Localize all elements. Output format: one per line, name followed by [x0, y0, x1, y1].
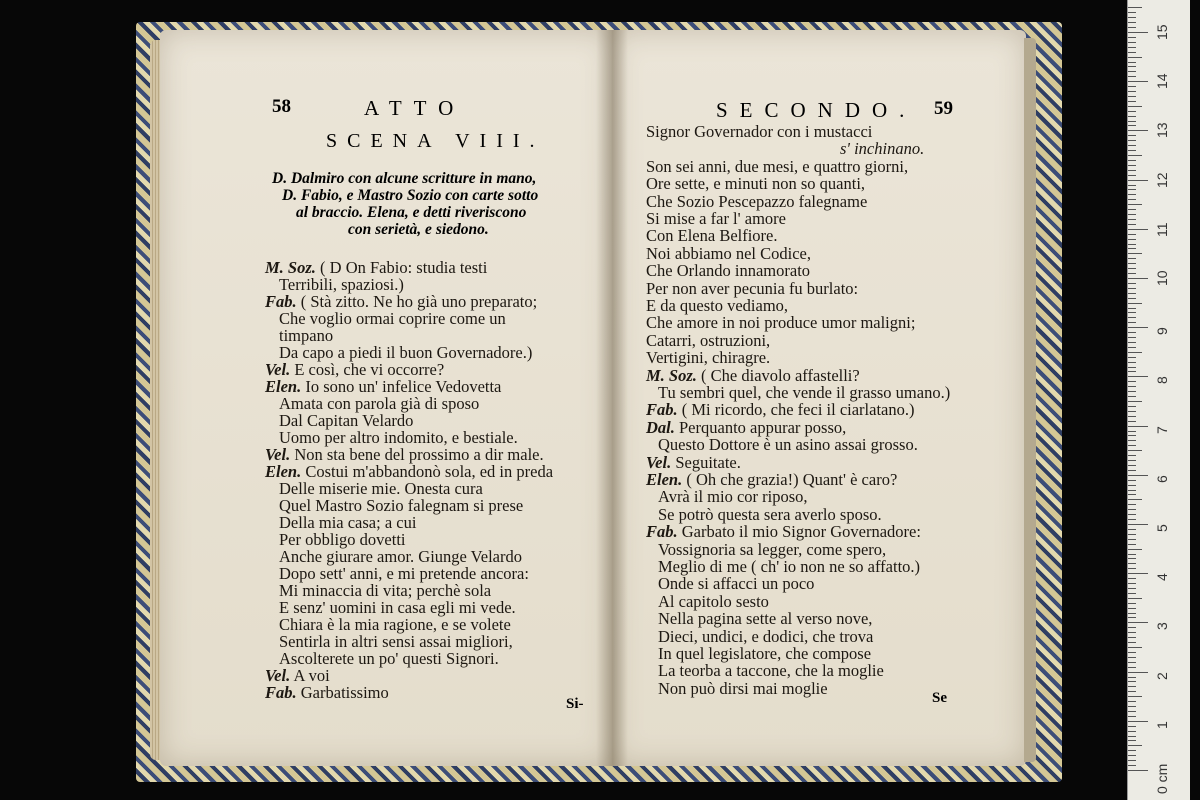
- ruler-tick: [1128, 27, 1136, 28]
- ruler-tick: [1128, 480, 1136, 481]
- line-text: Avrà il mio cor riposo,: [658, 487, 808, 507]
- line-text: ( D On Fabio: studia testi: [320, 258, 488, 277]
- line-text: Amata con parola già di sposo: [279, 394, 480, 413]
- ruler-tick: [1128, 696, 1142, 697]
- dialogue-line: [658, 679, 828, 699]
- ruler-tick: [1128, 175, 1136, 176]
- ruler-tick: [1128, 485, 1136, 486]
- ruler-number: 2: [1154, 671, 1170, 680]
- ruler-tick: [1128, 303, 1142, 304]
- line-text: Dopo sett' anni, e mi pretende ancora:: [279, 564, 529, 583]
- speaker-label: Vel.: [265, 445, 291, 464]
- line-text: Signor Governador con i mustacci: [646, 122, 873, 141]
- ruler-tick: [1128, 760, 1136, 761]
- ruler-tick: [1128, 632, 1136, 633]
- ruler-tick: [1128, 426, 1148, 427]
- ruler-tick: [1128, 578, 1136, 579]
- ruler-tick: [1128, 731, 1136, 732]
- ruler-tick: [1128, 145, 1136, 146]
- ruler-tick: [1128, 593, 1136, 594]
- stage-direction-line: al braccio. Elena, e detti riveriscono: [296, 204, 527, 221]
- ruler-tick: [1128, 204, 1142, 205]
- ruler-tick: [1128, 416, 1136, 417]
- ruler-tick: [1128, 155, 1142, 156]
- line-text: timpano: [279, 326, 334, 345]
- ruler-tick: [1128, 539, 1136, 540]
- line-text: Quel Mastro Sozio falegnam si prese: [279, 496, 524, 515]
- measurement-ruler: [1127, 0, 1190, 800]
- line-text: Per non aver pecunia fu burlato:: [646, 278, 859, 298]
- ruler-tick: [1128, 721, 1148, 722]
- speaker-label: Vel.: [265, 360, 291, 379]
- ruler-tick: [1128, 686, 1136, 687]
- line-text: Mi minaccia di vita; perchè sola: [279, 581, 492, 600]
- line-text: Non sta bene del prossimo a dir male.: [294, 445, 544, 464]
- ruler-tick: [1128, 411, 1136, 412]
- line-text: Per obbligo dovetti: [279, 530, 406, 549]
- speaker-label: Fab.: [265, 292, 297, 311]
- ruler-tick: [1128, 617, 1136, 618]
- left-running-header: ATTO: [364, 96, 466, 120]
- ruler-tick: [1128, 755, 1136, 756]
- ruler-tick: [1128, 765, 1136, 766]
- ruler-tick: [1128, 475, 1148, 476]
- ruler-tick: [1128, 677, 1136, 678]
- ruler-tick: [1128, 647, 1142, 648]
- ruler-tick: [1128, 573, 1148, 574]
- ruler-tick: [1128, 770, 1148, 771]
- ruler-tick: [1128, 130, 1148, 131]
- ruler-tick: [1128, 268, 1136, 269]
- ruler-tick: [1128, 637, 1136, 638]
- ruler-tick: [1128, 381, 1136, 382]
- ruler-tick: [1128, 568, 1136, 569]
- ruler-tick: [1128, 750, 1136, 751]
- line-text: Che Orlando innamorato: [646, 261, 811, 281]
- line-text: Seguitate.: [675, 452, 741, 472]
- line-text: Da capo a piedi il buon Governadore.): [279, 343, 533, 362]
- ruler-tick: [1128, 391, 1136, 392]
- ruler-tick: [1128, 71, 1136, 72]
- ruler-tick: [1128, 22, 1136, 23]
- line-text: Meglio di me ( ch' io non ne so affatto.): [658, 557, 921, 576]
- dialogue-line: [265, 683, 389, 703]
- line-text: Son sei anni, due mesi, e quattro giorni,: [646, 156, 909, 176]
- ruler-tick: [1128, 81, 1148, 82]
- line-text: Delle miserie mie. Onesta cura: [279, 479, 483, 498]
- ruler-tick: [1128, 706, 1136, 707]
- ruler-tick: [1128, 327, 1148, 328]
- ruler-number: 15: [1154, 24, 1170, 40]
- right-running-header: SECONDO.: [716, 98, 917, 122]
- ruler-tick: [1128, 248, 1136, 249]
- line-text: Tu sembri quel, che vende il grasso umano.): [658, 383, 951, 402]
- line-text: Anche giurare amor. Giunge Velardo: [279, 547, 522, 566]
- line-text: Vertigini, chiragre.: [646, 348, 771, 368]
- line-text: La teorba a taccone, che la moglie: [658, 661, 884, 681]
- right-page-number: 59: [934, 98, 953, 119]
- ruler-tick: [1128, 62, 1136, 63]
- ruler-tick: [1128, 431, 1136, 432]
- ruler-tick: [1128, 490, 1136, 491]
- ruler-tick: [1128, 185, 1136, 186]
- ruler-tick: [1128, 529, 1136, 530]
- ruler-number: 5: [1154, 524, 1170, 532]
- ruler-tick: [1128, 342, 1136, 343]
- ruler-tick: [1128, 160, 1136, 161]
- line-text: In quel legislatore, che compose: [658, 644, 872, 663]
- ruler-tick: [1128, 219, 1136, 220]
- ruler-tick: [1128, 332, 1136, 333]
- line-text: A voi: [293, 666, 330, 685]
- ruler-number: 13: [1154, 122, 1170, 139]
- ruler-tick: [1128, 135, 1136, 136]
- ruler-tick: [1128, 125, 1136, 126]
- ruler-tick: [1128, 470, 1136, 471]
- ruler-number: 9: [1154, 327, 1170, 336]
- ruler-tick: [1128, 52, 1136, 53]
- line-text: Ascolterete un po' questi Signori.: [279, 649, 499, 668]
- line-text: Costui m'abbandonò sola, ed in preda: [305, 462, 554, 481]
- speaker-label: Fab.: [646, 400, 678, 420]
- line-text: Al capitolo sesto: [658, 591, 769, 611]
- ruler-number: 12: [1154, 172, 1170, 188]
- ruler-tick: [1128, 337, 1136, 338]
- ruler-tick: [1128, 239, 1136, 240]
- ruler-tick: [1128, 234, 1136, 235]
- line-text: Se potrò questa sera averlo sposo.: [658, 504, 882, 524]
- ruler-tick: [1128, 445, 1136, 446]
- ruler-tick: [1128, 308, 1136, 309]
- speaker-label: Fab.: [265, 683, 297, 702]
- ruler-number: 10: [1154, 270, 1170, 286]
- ruler-tick: [1128, 189, 1136, 190]
- ruler-number: 4: [1154, 573, 1170, 582]
- ruler-tick: [1128, 367, 1136, 368]
- ruler-tick: [1128, 465, 1136, 466]
- ruler-tick: [1128, 613, 1136, 614]
- ruler-tick: [1128, 263, 1136, 264]
- ruler-tick: [1128, 608, 1136, 609]
- line-text: Vossignoria sa legger, come spero,: [658, 539, 887, 559]
- ruler-tick: [1128, 494, 1136, 495]
- stage-direction-line: D. Fabio, e Mastro Sozio con carte sotto: [282, 187, 539, 204]
- speaker-label: M. Soz.: [646, 365, 697, 385]
- ruler-tick: [1128, 672, 1148, 673]
- line-text: Onde si affacci un poco: [658, 574, 815, 594]
- ruler-tick: [1128, 504, 1136, 505]
- ruler-tick: [1128, 716, 1136, 717]
- line-text: Garbato il mio Signor Governadore:: [681, 522, 921, 542]
- line-text: Catarri, ostruzioni,: [646, 330, 771, 350]
- speaker-label: Elen.: [265, 377, 302, 396]
- speaker-label: Fab.: [646, 522, 678, 542]
- ruler-tick: [1128, 312, 1136, 313]
- ruler-tick: [1128, 224, 1136, 225]
- ruler-tick: [1128, 288, 1136, 289]
- ruler-tick: [1128, 421, 1136, 422]
- speaker-label: Vel.: [646, 452, 672, 472]
- speaker-label: Elen.: [646, 470, 683, 489]
- line-text: Ore sette, e minuti non so quanti,: [646, 174, 866, 194]
- ruler-number: 8: [1154, 376, 1170, 385]
- ruler-tick: [1128, 740, 1136, 741]
- ruler-tick: [1128, 258, 1136, 259]
- ruler-tick: [1128, 357, 1136, 358]
- line-text: Che Sozio Pescepazzo falegname: [646, 191, 868, 211]
- ruler-tick: [1128, 47, 1136, 48]
- ruler-tick: [1128, 229, 1148, 230]
- right-page: [612, 30, 1026, 766]
- ruler-tick: [1128, 96, 1136, 97]
- ruler-tick: [1128, 293, 1136, 294]
- line-text: Perquanto appurar posso,: [679, 417, 847, 437]
- line-text: ( Che diavolo affastelli?: [701, 365, 860, 385]
- ruler-tick: [1128, 273, 1136, 274]
- ruler-tick: [1128, 460, 1136, 461]
- line-text: Dal Capitan Velardo: [279, 411, 414, 430]
- ruler-tick: [1128, 440, 1136, 441]
- ruler-tick: [1128, 435, 1136, 436]
- ruler-tick: [1128, 12, 1136, 13]
- speaker-label: Elen.: [265, 462, 302, 481]
- ruler-tick: [1128, 116, 1136, 117]
- ruler-tick: [1128, 667, 1136, 668]
- ruler-tick: [1128, 91, 1136, 92]
- line-text: E da questo vediamo,: [646, 296, 789, 315]
- ruler-tick: [1128, 111, 1136, 112]
- line-text: Con Elena Belfiore.: [646, 226, 778, 246]
- line-text: Dieci, undici, e dodici, che trova: [658, 626, 874, 646]
- ruler-number: 3: [1154, 622, 1170, 631]
- ruler-tick: [1128, 86, 1136, 87]
- line-text: Uomo per altro indomito, e bestiale.: [279, 428, 518, 447]
- ruler-tick: [1128, 662, 1136, 663]
- ruler-tick: [1128, 622, 1148, 623]
- ruler-tick: [1128, 450, 1142, 451]
- ruler-tick: [1128, 37, 1136, 38]
- line-text: ( Stà zitto. Ne ho già uno preparato;: [300, 292, 538, 311]
- line-text: s' inchinano.: [840, 139, 925, 159]
- ruler-tick: [1128, 549, 1142, 550]
- ruler-tick: [1128, 499, 1142, 500]
- line-text: Noi abbiamo nel Codice,: [646, 243, 811, 263]
- left-page-number: 58: [272, 96, 291, 117]
- ruler-tick: [1128, 509, 1136, 510]
- ruler-tick: [1128, 66, 1136, 67]
- line-text: Che voglio ormai coprire come un: [279, 309, 506, 328]
- line-text: ( Mi ricordo, che feci il ciarlatano.): [681, 400, 915, 420]
- ruler-tick: [1128, 588, 1136, 589]
- ruler-tick: [1128, 140, 1136, 141]
- stage-direction-line: D. Dalmiro con alcune scritture in mano,: [272, 170, 537, 187]
- ruler-number: 7: [1154, 425, 1170, 434]
- ruler-tick: [1128, 214, 1136, 215]
- ruler-number: 11: [1154, 222, 1170, 237]
- ruler-tick: [1128, 253, 1142, 254]
- ruler-tick: [1128, 180, 1148, 181]
- ruler-tick: [1128, 563, 1136, 564]
- speaker-label: Vel.: [265, 666, 291, 685]
- ruler-tick: [1128, 244, 1136, 245]
- ruler-number: 1: [1154, 721, 1170, 729]
- line-text: Sentirla in altri sensi assai migliori,: [279, 632, 513, 651]
- ruler-tick: [1128, 17, 1136, 18]
- line-text: Nella pagina sette al verso nove,: [658, 609, 873, 629]
- ruler-tick: [1128, 736, 1136, 737]
- line-text: Terribili, spaziosi.): [279, 275, 404, 294]
- ruler-tick: [1128, 554, 1136, 555]
- ruler-tick: [1128, 598, 1142, 599]
- ruler-tick: [1128, 519, 1136, 520]
- speaker-label: Dal.: [646, 417, 675, 437]
- line-text: ( Oh che grazia!) Quant' è caro?: [686, 470, 898, 489]
- ruler-tick: [1128, 642, 1136, 643]
- dialogue-line: [646, 122, 872, 142]
- line-text: Che amore in noi produce umor maligni;: [646, 313, 916, 333]
- ruler-tick: [1128, 194, 1136, 195]
- ruler-tick: [1128, 558, 1136, 559]
- ruler-tick: [1128, 681, 1136, 682]
- ruler-tick: [1128, 32, 1148, 33]
- ruler-tick: [1128, 657, 1136, 658]
- ruler-tick: [1128, 603, 1136, 604]
- ruler-tick: [1128, 726, 1136, 727]
- ruler-tick: [1128, 283, 1136, 284]
- ruler-tick: [1128, 371, 1136, 372]
- ruler-tick: [1128, 150, 1136, 151]
- ruler-tick: [1128, 76, 1136, 77]
- ruler-tick: [1128, 199, 1136, 200]
- ruler-unit-label: 0 cm: [1154, 763, 1170, 794]
- ruler-tick: [1128, 627, 1136, 628]
- ruler-tick: [1128, 583, 1136, 584]
- line-text: Della mia casa; a cui: [279, 513, 417, 532]
- ruler-tick: [1128, 42, 1136, 43]
- ruler-tick: [1128, 455, 1136, 456]
- scene-title: SCENA VIII.: [326, 130, 545, 152]
- ruler-tick: [1128, 57, 1142, 58]
- ruler-tick: [1128, 347, 1136, 348]
- ruler-tick: [1128, 101, 1136, 102]
- line-text: Questo Dottore è un asino assai grosso.: [658, 435, 918, 455]
- ruler-tick: [1128, 7, 1142, 8]
- ruler-tick: [1128, 514, 1136, 515]
- ruler-tick: [1128, 406, 1136, 407]
- ruler-tick: [1128, 209, 1136, 210]
- ruler-tick: [1128, 317, 1136, 318]
- right-catchword: Se: [932, 690, 947, 706]
- ruler-tick: [1128, 652, 1136, 653]
- ruler-tick: [1128, 701, 1136, 702]
- ruler-tick: [1128, 298, 1136, 299]
- right-page-edge: [1024, 38, 1036, 762]
- ruler-tick: [1128, 711, 1136, 712]
- speaker-label: M. Soz.: [265, 258, 316, 277]
- ruler-tick: [1128, 524, 1148, 525]
- ruler-tick: [1128, 534, 1136, 535]
- ruler-tick: [1128, 170, 1136, 171]
- ruler-number: 14: [1154, 73, 1170, 90]
- ruler-tick: [1128, 396, 1136, 397]
- ruler-tick: [1128, 401, 1142, 402]
- line-text: E così, che vi occorre?: [294, 360, 445, 379]
- line-text: Io sono un' infelice Vedovetta: [305, 377, 502, 396]
- line-text: Chiara è la mia ragione, e se volete: [279, 615, 511, 634]
- line-text: Garbatissimo: [300, 683, 389, 702]
- line-text: Non può dirsi mai moglie: [658, 678, 828, 698]
- ruler-tick: [1128, 362, 1136, 363]
- ruler-tick: [1128, 376, 1148, 377]
- ruler-tick: [1128, 745, 1142, 746]
- ruler-tick: [1128, 352, 1142, 353]
- ruler-tick: [1128, 691, 1136, 692]
- line-text: Si mise a far l' amore: [646, 209, 786, 228]
- book-gutter: [596, 30, 628, 766]
- ruler-number: 6: [1154, 475, 1170, 483]
- left-catchword: Si-: [566, 696, 584, 712]
- ruler-tick: [1128, 165, 1136, 166]
- ruler-tick: [1128, 106, 1142, 107]
- ruler-tick: [1128, 386, 1136, 387]
- ruler-tick: [1128, 278, 1148, 279]
- ruler-tick: [1128, 544, 1136, 545]
- ruler-tick: [1128, 121, 1136, 122]
- stage-direction-line: con serietà, e siedono.: [348, 221, 489, 238]
- line-text: E senz' uomini in casa egli mi vede.: [279, 598, 516, 617]
- ruler-tick: [1128, 322, 1136, 323]
